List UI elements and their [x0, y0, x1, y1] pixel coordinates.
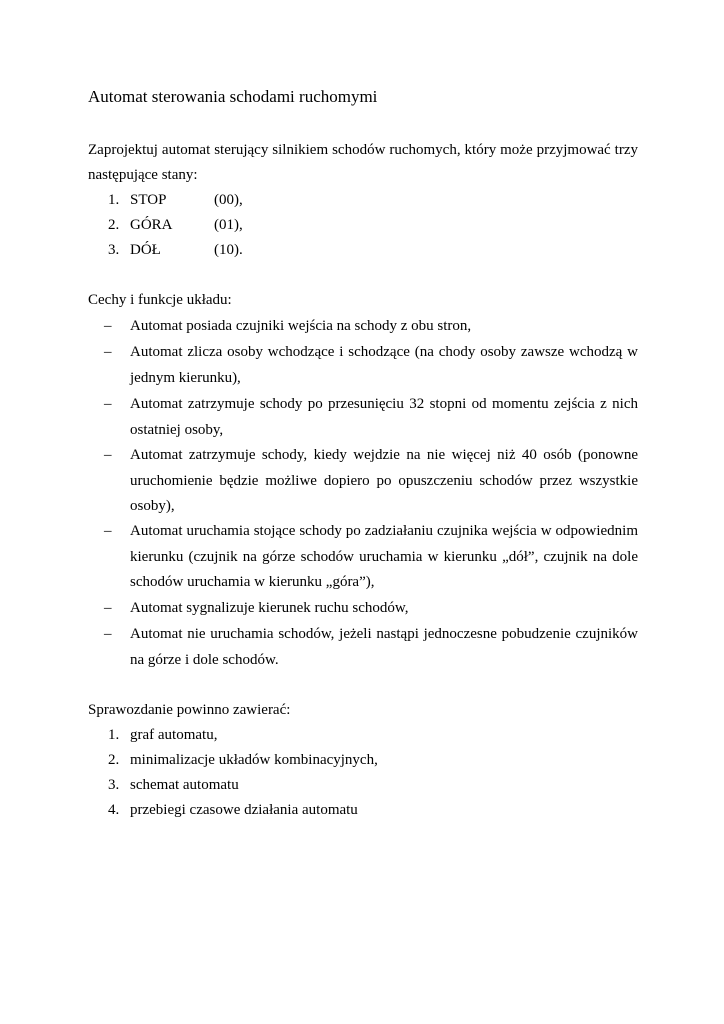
report-item-text: graf automatu,: [130, 727, 218, 743]
dash-bullet: –: [104, 523, 112, 539]
dash-bullet: –: [104, 318, 112, 334]
state-code: (10).: [214, 242, 243, 258]
list-number: 3.: [108, 777, 120, 793]
features-heading: Cechy i funkcje układu:: [88, 292, 232, 308]
dash-bullet: –: [104, 396, 112, 412]
list-number: 4.: [108, 802, 120, 818]
list-number: 2.: [108, 752, 120, 768]
list-item: [0, 238, 300, 263]
dash-bullet: –: [104, 600, 112, 616]
state-code: (00),: [214, 192, 243, 208]
feature-text: Automat uruchamia stojące schody po zadziałaniu czujnika wejścia w odpowiednim kierunku (czujnik na górze schodów uruchamia w kierunku „dół”, czujnik na dole schodów uruchamia w kierunku „góra”),: [130, 523, 638, 590]
dash-bullet: –: [104, 626, 112, 642]
list-item: [0, 723, 500, 748]
feature-text: Automat zatrzymuje schody, kiedy wejdzie na nie więcej niż 40 osób (ponowne uruchomienie będzie możliwe dopiero po opuszczeniu schodów przez wszystkie osoby),: [130, 447, 638, 514]
list-item: [0, 798, 500, 823]
list-item: [0, 213, 300, 238]
state-name: STOP: [130, 192, 167, 208]
list-item: [0, 773, 500, 798]
list-number: 3.: [108, 242, 120, 258]
report-item-text: minimalizacje układów kombinacyjnych,: [130, 752, 378, 768]
intro-line-2: następujące stany:: [88, 167, 198, 183]
feature-text: Automat zatrzymuje schody po przesunięciu 32 stopni od momentu zejścia z nich ostatniej osoby,: [130, 396, 638, 438]
feature-text: Automat nie uruchamia schodów, jeżeli nastąpi jednoczesne pobudzenie czujników na górze i dole schodów.: [130, 626, 638, 668]
list-number: 1.: [108, 727, 120, 743]
list-item: [0, 748, 500, 773]
state-code: (01),: [214, 217, 243, 233]
dash-bullet: –: [104, 447, 112, 463]
state-name: DÓŁ: [130, 242, 161, 258]
report-heading: Sprawozdanie powinno zawierać:: [88, 702, 291, 718]
dash-bullet: –: [104, 344, 112, 360]
list-number: 1.: [108, 192, 120, 208]
state-name: GÓRA: [130, 217, 173, 233]
feature-text: Automat posiada czujniki wejścia na schody z obu stron,: [130, 318, 472, 334]
feature-text: Automat sygnalizuje kierunek ruchu schodów,: [130, 600, 409, 616]
list-number: 2.: [108, 217, 120, 233]
feature-text: Automat zlicza osoby wchodzące i schodzące (na chody osoby zawsze wchodzą w jednym kierunku),: [130, 344, 638, 386]
document-title: Automat sterowania schodami ruchomymi: [88, 87, 378, 106]
report-item-text: schemat automatu: [130, 777, 239, 793]
list-item: [0, 188, 300, 213]
intro-line-1: Zaprojektuj automat sterujący silnikiem schodów ruchomych, który może przyjmować trzy: [88, 142, 638, 158]
report-item-text: przebiegi czasowe działania automatu: [130, 802, 358, 818]
